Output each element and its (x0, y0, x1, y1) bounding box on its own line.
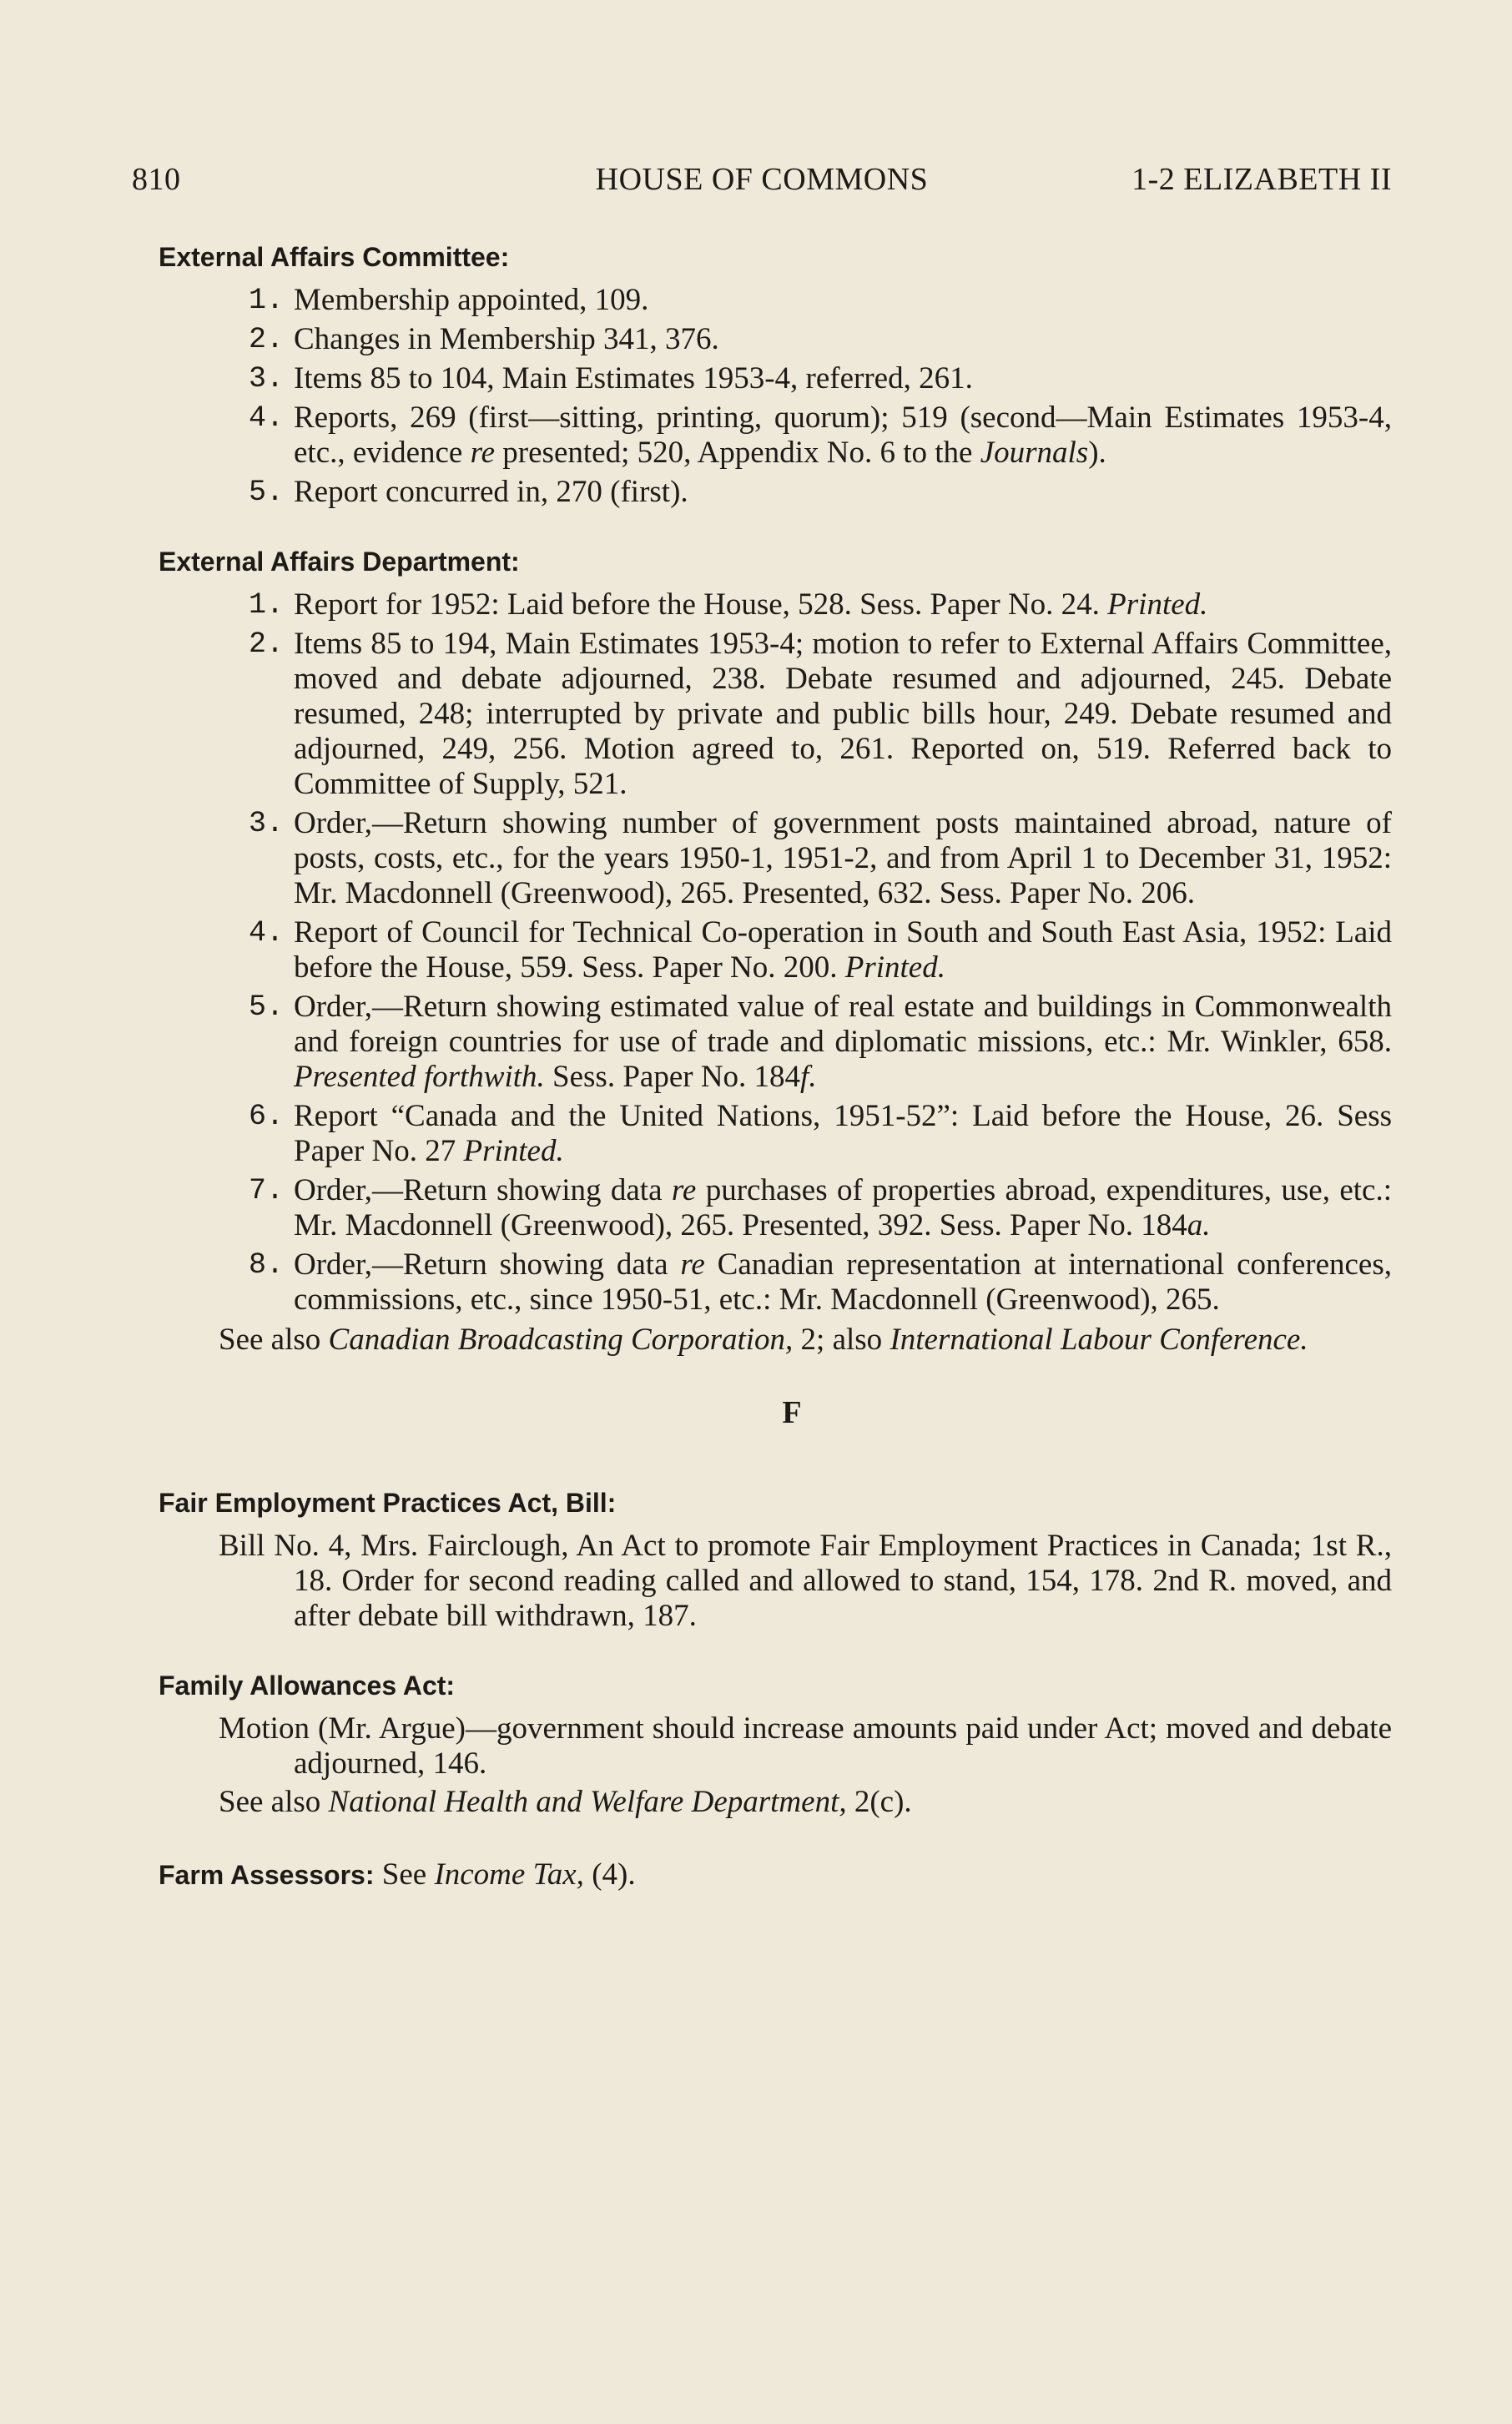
index-content (159, 242, 1392, 1929)
entry-text: Bill No. 4, Mrs. Fairclough, An Act to promote Fair Employment Practices in Canada; 1st R., 18. Order for second reading called and allowed to stand, 154, 178. 2nd R. moved, and after debate bill withdrawn, 187. (219, 1529, 1392, 1633)
see-also-ref: Canadian Broadcasting Corporation, (328, 1323, 794, 1357)
list-item (159, 915, 1392, 985)
see-ref: Income Tax, (434, 1857, 584, 1892)
list-item (159, 475, 1392, 510)
item-text-italic: Printed. (463, 1134, 564, 1168)
list-item (159, 361, 1392, 396)
entry-items (159, 587, 1392, 1318)
item-text-italic: re (680, 1247, 705, 1282)
item-number: 5. (248, 990, 284, 1024)
list-item (159, 1173, 1392, 1243)
list-item (159, 990, 1392, 1095)
entry-fair-employment (159, 1488, 1392, 1634)
see-also-text: 2(c). (846, 1785, 912, 1819)
running-title: HOUSE OF COMMONS (595, 162, 929, 197)
item-number: 2. (248, 323, 284, 356)
entry-text: Motion (Mr. Argue)—government should increase amounts paid under Act; moved and debate adjourned, 146. (219, 1711, 1392, 1781)
list-item (159, 806, 1392, 911)
see-also-ref: National Health and Welfare Department, (328, 1785, 847, 1819)
entry-heading: Farm Assessors: (159, 1860, 375, 1890)
entry-external-affairs-committee (159, 242, 1392, 510)
page-number: 810 (132, 162, 181, 197)
item-number: 3. (248, 362, 284, 396)
item-text-italic: Printed. (844, 950, 945, 985)
item-text: Membership appointed, 109. (294, 283, 649, 317)
item-text: Report of Council for Technical Co-operation in South and South East Asia, 1952: Laid before the House, 559. Sess. Paper No. 200. (294, 915, 1392, 985)
item-text: Changes in Membership 341, 376. (294, 322, 719, 356)
item-text-italic: Presented forthwith. (294, 1060, 545, 1094)
item-text-italic: f. (800, 1060, 817, 1094)
item-text: Sess. Paper No. 184 (544, 1060, 801, 1094)
section-letter: F (782, 1395, 802, 1430)
item-text: Report “Canada and the United Nations, 1951-52”: Laid before the House, 26. Sess Paper No. 27 (294, 1099, 1392, 1168)
item-number: 4. (248, 916, 284, 950)
entry-heading: Family Allowances Act: (159, 1671, 456, 1701)
item-text: Order,—Return showing estimated value of real estate and buildings in Commonwealth and foreign countries for use of trade and diplomatic missions, etc.: Mr. Winkler, 658. (294, 990, 1392, 1059)
see-also-text: See also (219, 1785, 329, 1819)
item-number: 1. (248, 588, 284, 622)
see-also-text: 2; also (793, 1323, 890, 1357)
item-text: ). (1088, 436, 1106, 470)
item-number: 4. (248, 401, 284, 435)
item-text: Report for 1952: Laid before the House, 528. Sess. Paper No. 24. (294, 587, 1108, 622)
item-text-italic: re (671, 1173, 697, 1207)
item-text: Items 85 to 104, Main Estimates 1953-4, referred, 261. (294, 361, 973, 396)
regnal-year: 1-2 ELIZABETH II (1131, 162, 1392, 197)
list-item (159, 627, 1392, 802)
entry-family-allowances (159, 1671, 1392, 1820)
list-item (159, 283, 1392, 318)
see-also (159, 1323, 1392, 1358)
item-text-italic: Journals (980, 436, 1089, 470)
entry-heading-line (159, 1857, 1392, 1892)
list-item (159, 587, 1392, 622)
item-number: 5. (248, 476, 284, 509)
item-number: 3. (248, 807, 284, 840)
see-text: See (374, 1857, 435, 1892)
entry-heading: External Affairs Committee: (159, 242, 510, 272)
item-text-italic: a. (1187, 1208, 1211, 1242)
item-text: Order,—Return showing number of government posts maintained abroad, nature of posts, costs, etc., for the years 1950-1, 1951-2, and from April 1 to December 31, 1952: Mr. Macdonnell (Greenwood), 265. Presented, 632. Sess. Paper No. 206. (294, 806, 1392, 910)
item-text: Order,—Return showing data (294, 1173, 672, 1207)
entry-heading: External Affairs Department: (159, 547, 520, 577)
item-text: Items 85 to 194, Main Estimates 1953-4; motion to refer to External Affairs Committee, moved and debate adjourned, 238. Debate resumed and adjourned, 245. Debate resumed, 248; interrupted by private and public bills hour, 249. Debate resumed and adjourned, 249, 256. Motion agreed to, 261. Reported on, 519. Referred back to Committee of Supply, 521. (294, 627, 1392, 801)
item-text: Report concurred in, 270 (first). (294, 475, 688, 509)
entry-farm-assessors (159, 1857, 1392, 1892)
list-item (159, 1099, 1392, 1169)
item-text-italic: Printed. (1107, 587, 1208, 622)
item-text: presented; 520, Appendix No. 6 to the (495, 436, 980, 470)
see-text: (4). (583, 1857, 636, 1892)
item-number: 6. (248, 1100, 284, 1133)
item-number: 8. (248, 1248, 284, 1282)
entry-items (159, 283, 1392, 510)
item-text: Reports, 269 (first—sitting, printing, quorum); 519 (second—Main Estimates 1953-4, etc., evidence (294, 401, 1392, 470)
item-text: Order,—Return showing data (294, 1247, 681, 1282)
see-also-ref: International Labour Conference. (890, 1323, 1308, 1357)
entry-external-affairs-department (159, 547, 1392, 1358)
entry-heading: Fair Employment Practices Act, Bill: (159, 1488, 617, 1518)
see-also-text: See also (219, 1323, 329, 1357)
list-item (159, 401, 1392, 471)
see-also (159, 1785, 1392, 1820)
item-number: 1. (248, 284, 284, 317)
item-text-italic: re (470, 436, 496, 470)
list-item (159, 322, 1392, 357)
item-number: 7. (248, 1174, 284, 1207)
list-item (159, 1247, 1392, 1318)
item-text: Canadian representation at international conferences, commissions, etc., since 1950-51, etc.: Mr. Macdonnell (Greenwood), 265. (294, 1247, 1392, 1317)
item-number: 2. (248, 627, 284, 661)
item-text: purchases of properties abroad, expenditures, use, etc.: Mr. Macdonnell (Greenwood), 265. Presented, 392. Sess. Paper No. 184 (294, 1173, 1393, 1242)
